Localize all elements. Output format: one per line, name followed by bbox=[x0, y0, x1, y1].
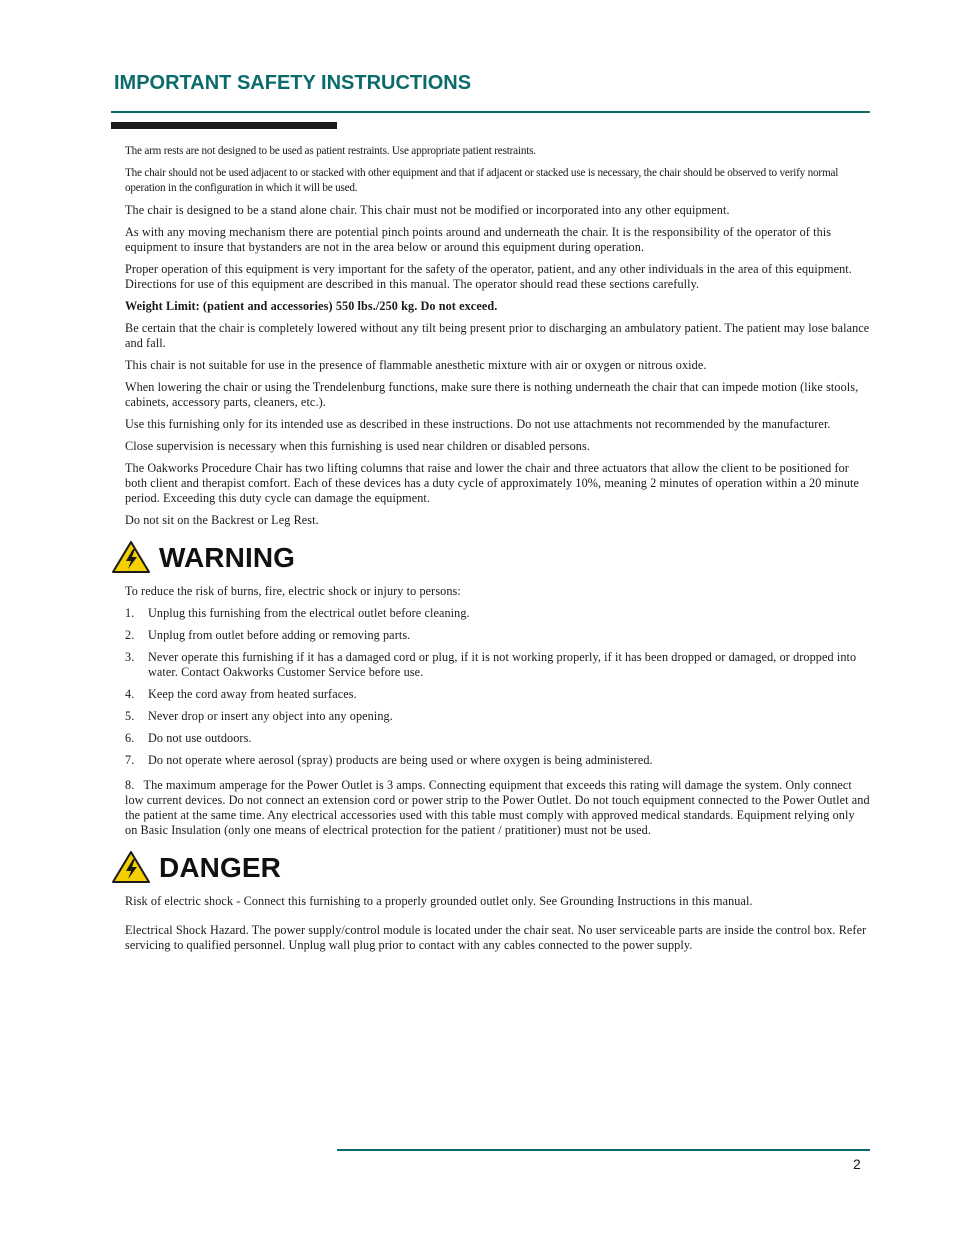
list-number: 4. bbox=[125, 687, 135, 701]
list-number: 6. bbox=[125, 731, 135, 745]
paragraph: Proper operation of this equipment is very important for the safety of the operator, patient, and any other individuals in the area of this equipment. Directions for use of this equipment are described in this manual. The operator should read these sections carefully. bbox=[125, 262, 852, 291]
page-number: 2 bbox=[853, 1156, 861, 1172]
warning-intro: To reduce the risk of burns, fire, electric shock or injury to persons: bbox=[125, 584, 461, 598]
paragraph: The arm rests are not designed to be used as patient restraints. Use appropriate patient restraints. bbox=[125, 145, 536, 157]
list-number: 1. bbox=[125, 606, 135, 620]
paragraph: Risk of electric shock - Connect this furnishing to a properly grounded outlet only. See Grounding Instructions in this manual. bbox=[125, 894, 753, 908]
paragraph: This chair is not suitable for use in the presence of flammable anesthetic mixture with air or oxygen or nitrous oxide. bbox=[125, 358, 707, 372]
header-rule bbox=[111, 111, 870, 113]
warning-title: WARNING bbox=[159, 541, 296, 573]
paragraph: Close supervision is necessary when this furnishing is used near children or disabled persons. bbox=[125, 439, 590, 453]
weight-limit-text: Weight Limit: (patient and accessories) 550 lbs./250 kg. Do not exceed. bbox=[125, 299, 498, 313]
list-item bbox=[125, 709, 870, 724]
list-item bbox=[125, 628, 870, 643]
paragraph: Be certain that the chair is completely lowered without any tilt being present prior to discharging an ambulatory patient. The patient may lose balance and fall. bbox=[125, 321, 870, 350]
header-bar bbox=[111, 122, 337, 129]
danger-title: DANGER bbox=[159, 851, 281, 883]
list-text: Never operate this furnishing if it has a damaged cord or plug, if it is not working properly, if it has been dropped or damaged, or dropped into water. Contact Oakworks Customer Service before use. bbox=[148, 650, 857, 679]
list-number: 5. bbox=[125, 709, 135, 723]
paragraph: The chair is designed to be a stand alone chair. This chair must not be modified or incorporated into any other equipment. bbox=[125, 203, 730, 217]
list-text: Unplug from outlet before adding or removing parts. bbox=[148, 628, 411, 642]
list-item bbox=[125, 687, 870, 702]
paragraph: Do not sit on the Backrest or Leg Rest. bbox=[125, 513, 319, 527]
list-number: 7. bbox=[125, 753, 135, 767]
paragraph: As with any moving mechanism there are potential pinch points around and underneath the chair. It is the responsibility of the operator of this equipment to insure that bystanders are not in the area below or around this equipment during operation. bbox=[125, 225, 832, 254]
paragraph: Electrical Shock Hazard. The power supply/control module is located under the chair seat. No user serviceable parts are inside the control box. Refer servicing to qualified personnel. Unplug wall plug prior to contact with any cables connected to the power supply. bbox=[125, 923, 867, 952]
power-outlet-paragraph: 8. The maximum amperage for the Power Outlet is 3 amps. Connecting equipment that exceeds this rating will damage the system. Only connect low current devices. Do not connect an extension cord or power strip to the Power Outlet. Do not touch equipment connected to the Power Outlet and the patient at the same time. Any electrical accessories used with this table must comply with approved medical standards. Equipment relying only on Basic Insulation (only one means of electrical protection for the patient / pratitioner) must not be used. bbox=[125, 778, 873, 837]
safety-content bbox=[125, 144, 873, 960]
paragraph: Use this furnishing only for its intended use as described in these instructions. Do not use attachments not recommended by the manufacturer. bbox=[125, 417, 831, 431]
list-text: Keep the cord away from heated surfaces. bbox=[148, 687, 357, 701]
electrical-hazard-icon bbox=[111, 540, 151, 574]
list-text: Never drop or insert any object into any opening. bbox=[148, 709, 393, 723]
warning-heading bbox=[111, 540, 870, 574]
list-number: 3. bbox=[125, 650, 135, 664]
paragraph: The chair should not be used adjacent to or stacked with other equipment and that if adjacent or stacked use is necessary, the chair should be observed to verify normal operation in the configuration in which it will be used. bbox=[125, 167, 839, 194]
list-number: 2. bbox=[125, 628, 135, 642]
footer-rule bbox=[337, 1149, 870, 1151]
danger-heading bbox=[111, 850, 870, 884]
warning-list bbox=[125, 606, 870, 768]
list-item bbox=[125, 753, 870, 768]
weight-limit-paragraph bbox=[125, 299, 870, 314]
paragraph: When lowering the chair or using the Trendelenburg functions, make sure there is nothing underneath the chair that can impede motion (like stools, cabinets, accessory parts, cleaners, etc.). bbox=[125, 380, 859, 409]
list-text: Unplug this furnishing from the electrical outlet before cleaning. bbox=[148, 606, 470, 620]
page-title: IMPORTANT SAFETY INSTRUCTIONS bbox=[114, 72, 472, 94]
electrical-hazard-icon bbox=[111, 850, 151, 884]
list-item bbox=[125, 606, 870, 621]
list-item bbox=[125, 650, 870, 680]
list-text: Do not operate where aerosol (spray) products are being used or where oxygen is being administered. bbox=[148, 753, 653, 767]
list-text: Do not use outdoors. bbox=[148, 731, 252, 745]
list-item bbox=[125, 731, 870, 746]
paragraph: The Oakworks Procedure Chair has two lifting columns that raise and lower the chair and three actuators that allow the client to be positioned for both client and therapist comfort. Each of these devices has a duty cycle of approximately 10%, meaning 2 minutes of operation within a 20 minute period. Exceeding this duty cycle can damage the equipment. bbox=[125, 461, 860, 505]
